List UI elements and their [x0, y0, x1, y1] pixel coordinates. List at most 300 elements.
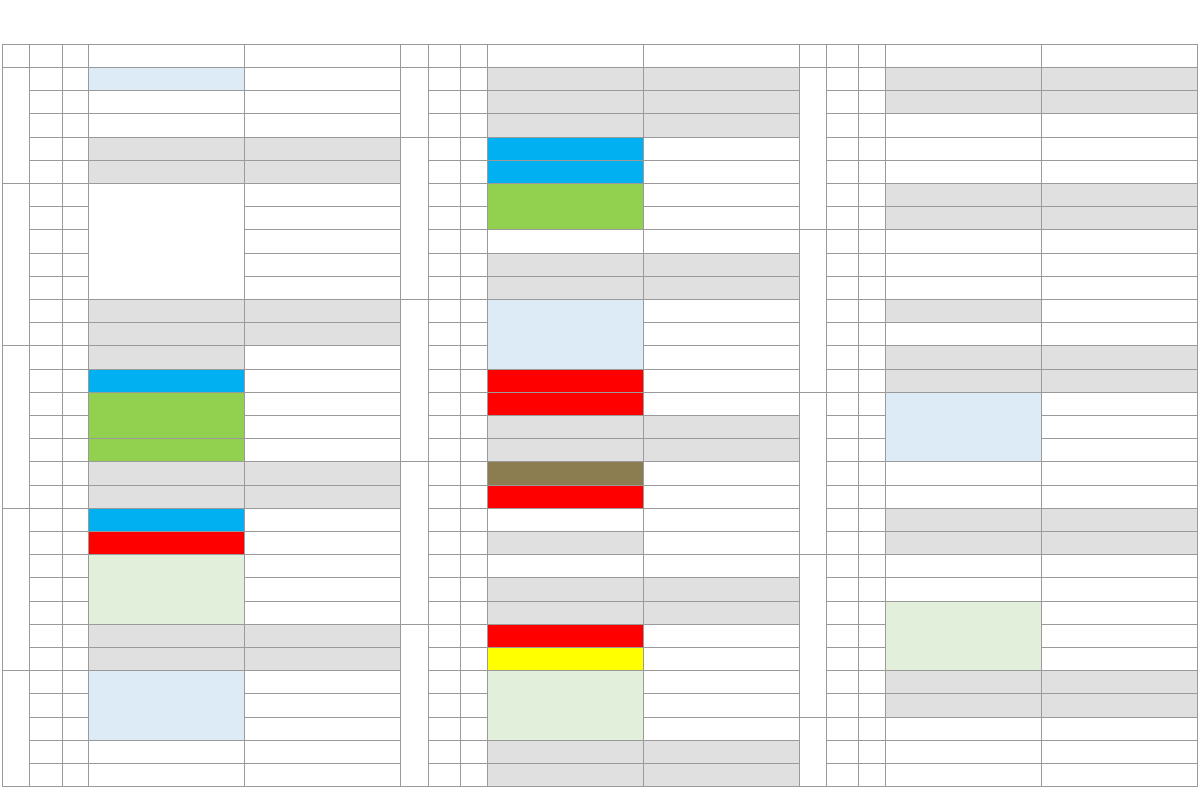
grid-line — [244, 485, 400, 486]
weekday-cell — [826, 461, 858, 484]
grid-line — [428, 415, 487, 416]
grid-line — [1041, 461, 1197, 462]
day-number-cell — [460, 624, 487, 647]
weekday-cell — [29, 253, 62, 276]
grid-line — [643, 577, 799, 578]
day-number-cell — [858, 415, 885, 438]
day-number-cell — [460, 299, 487, 322]
grid-line — [826, 601, 885, 602]
grid-line — [29, 253, 88, 254]
day-number-cell — [62, 345, 88, 368]
event-cell — [88, 670, 244, 740]
grid-line — [826, 693, 885, 694]
grid-line — [88, 740, 244, 741]
grid-line — [1041, 601, 1197, 602]
grid-line — [1041, 322, 1197, 323]
event-cell — [487, 531, 643, 554]
grid-line — [826, 461, 885, 462]
weekday-cell — [29, 508, 62, 531]
grid-line — [29, 229, 88, 230]
weekday-cell — [428, 647, 460, 670]
grid-line — [885, 44, 886, 787]
grid-line — [826, 322, 885, 323]
weekday-cell — [428, 554, 460, 577]
month-header-mai — [428, 44, 799, 67]
grid-line — [428, 485, 487, 486]
weekday-cell — [826, 67, 858, 90]
grid-line — [826, 253, 885, 254]
weekday-cell — [826, 415, 858, 438]
day-number-cell — [62, 531, 88, 554]
grid-line — [29, 647, 88, 648]
grid-line — [826, 508, 885, 509]
grid-line — [244, 229, 400, 230]
grid-line — [1041, 647, 1197, 648]
grid-line — [29, 717, 88, 718]
weekday-cell — [826, 206, 858, 229]
event-cell — [487, 160, 643, 183]
day-number-cell — [62, 577, 88, 600]
grid-line — [428, 601, 487, 602]
week-number-cell — [799, 229, 826, 391]
grid-line — [428, 647, 487, 648]
event-cell — [487, 461, 643, 484]
grid-line — [1041, 276, 1197, 277]
grid-line — [2, 508, 29, 509]
grid-line — [799, 786, 826, 787]
event-cell — [487, 670, 643, 740]
event-cell — [885, 601, 1041, 671]
weekday-cell — [29, 206, 62, 229]
weekday-cell — [428, 577, 460, 600]
grid-line — [1041, 717, 1197, 718]
grid-line — [1041, 369, 1197, 370]
grid-line — [885, 299, 1041, 300]
grid-line — [643, 44, 644, 787]
grid-line — [826, 392, 885, 393]
grid-line — [29, 670, 88, 671]
grid-line — [29, 786, 88, 787]
grid-line — [400, 786, 428, 787]
grid-line — [885, 160, 1041, 161]
day-number-cell — [858, 577, 885, 600]
day-number-cell — [460, 693, 487, 716]
grid-line — [1041, 577, 1197, 578]
grid-line — [487, 508, 643, 509]
weekday-cell — [29, 229, 62, 252]
grid-line — [826, 670, 885, 671]
weekday-cell — [826, 647, 858, 670]
grid-line — [428, 253, 487, 254]
weekday-cell — [826, 253, 858, 276]
grid-line — [1041, 554, 1197, 555]
event-cell — [487, 485, 643, 508]
grid-line — [826, 786, 885, 787]
weekday-cell — [29, 670, 62, 693]
grid-line — [428, 763, 487, 764]
grid-line — [244, 322, 400, 323]
grid-line — [858, 44, 859, 787]
event-cell — [487, 67, 643, 90]
month-header-juni — [826, 44, 1197, 67]
grid-line — [244, 253, 400, 254]
grid-line — [643, 276, 799, 277]
event-cell — [88, 345, 244, 368]
grid-line — [62, 44, 63, 787]
grid-line — [826, 438, 885, 439]
weekday-cell — [826, 670, 858, 693]
grid-line — [885, 577, 1041, 578]
grid-line — [1041, 229, 1197, 230]
grid-line — [29, 183, 88, 184]
week-number-cell — [799, 717, 826, 787]
grid-line — [400, 461, 428, 462]
weekday-cell — [29, 647, 62, 670]
grid-line — [643, 299, 799, 300]
event-cell — [487, 624, 643, 647]
grid-line — [29, 415, 88, 416]
weekday-cell — [826, 392, 858, 415]
day-number-cell — [460, 485, 487, 508]
grid-line — [826, 183, 885, 184]
event-cell — [88, 183, 244, 299]
grid-line — [643, 508, 799, 509]
grid-line — [428, 345, 487, 346]
grid-line — [643, 229, 799, 230]
grid-line — [826, 624, 885, 625]
grid-line — [643, 90, 799, 91]
day-number-cell — [858, 229, 885, 252]
day-number-cell — [62, 438, 88, 461]
weekday-cell — [29, 554, 62, 577]
grid-line — [29, 137, 88, 138]
weekday-cell — [29, 461, 62, 484]
grid-line — [88, 369, 244, 370]
grid-line — [1041, 206, 1197, 207]
event-cell — [88, 67, 244, 90]
grid-line — [826, 531, 885, 532]
day-number-cell — [62, 67, 88, 90]
grid-line — [88, 763, 244, 764]
grid-line — [400, 299, 428, 300]
grid-line — [428, 786, 487, 787]
grid-line — [885, 461, 1041, 462]
grid-line — [487, 276, 643, 277]
day-number-cell — [62, 253, 88, 276]
grid-line — [428, 137, 487, 138]
grid-line — [1197, 44, 1198, 787]
grid-line — [643, 670, 799, 671]
grid-line — [428, 44, 429, 787]
grid-line — [487, 485, 643, 486]
day-number-cell — [62, 276, 88, 299]
day-number-cell — [460, 670, 487, 693]
grid-line — [643, 601, 799, 602]
grid-line — [29, 345, 88, 346]
day-number-cell — [858, 601, 885, 624]
weekday-cell — [428, 206, 460, 229]
grid-line — [885, 531, 1041, 532]
grid-line — [428, 670, 487, 671]
grid-line — [29, 554, 88, 555]
grid-line — [2, 670, 29, 671]
grid-line — [487, 577, 643, 578]
grid-line — [643, 786, 799, 787]
event-cell — [885, 67, 1041, 90]
grid-line — [1041, 415, 1197, 416]
day-number-cell — [460, 740, 487, 763]
day-number-cell — [858, 137, 885, 160]
weekday-cell — [428, 137, 460, 160]
grid-line — [428, 369, 487, 370]
day-number-cell — [460, 601, 487, 624]
day-number-cell — [62, 647, 88, 670]
grid-line — [1041, 44, 1042, 787]
grid-line — [88, 624, 244, 625]
grid-line — [643, 438, 799, 439]
day-number-cell — [460, 229, 487, 252]
grid-line — [826, 113, 885, 114]
grid-line — [2, 67, 29, 68]
day-number-cell — [62, 322, 88, 345]
grid-line — [487, 183, 643, 184]
day-number-cell — [460, 183, 487, 206]
week-number-cell — [2, 345, 29, 507]
day-number-cell — [62, 717, 88, 740]
day-number-cell — [858, 67, 885, 90]
grid-line — [1041, 763, 1197, 764]
grid-line — [428, 206, 487, 207]
grid-line — [244, 786, 400, 787]
grid-line — [826, 740, 885, 741]
grid-line — [1041, 253, 1197, 254]
grid-line — [1041, 345, 1197, 346]
grid-line — [29, 206, 88, 207]
grid-line — [826, 137, 885, 138]
day-number-cell — [460, 531, 487, 554]
day-number-cell — [858, 392, 885, 415]
day-number-cell — [62, 183, 88, 206]
event-cell — [88, 531, 244, 554]
event-cell — [885, 392, 1041, 462]
weekday-cell — [29, 693, 62, 716]
grid-line — [244, 647, 400, 648]
grid-line — [88, 345, 244, 346]
grid-line — [885, 322, 1041, 323]
grid-line — [885, 508, 1041, 509]
weekday-cell — [428, 229, 460, 252]
grid-line — [487, 160, 643, 161]
day-number-cell — [858, 253, 885, 276]
weekday-cell — [428, 508, 460, 531]
weekday-cell — [826, 229, 858, 252]
grid-line — [400, 624, 428, 625]
grid-line — [826, 415, 885, 416]
day-number-cell — [62, 299, 88, 322]
day-number-cell — [858, 183, 885, 206]
grid-line — [244, 345, 400, 346]
day-number-cell — [858, 276, 885, 299]
weekday-cell — [29, 438, 62, 461]
event-cell — [487, 763, 643, 786]
grid-line — [643, 137, 799, 138]
day-number-cell — [858, 485, 885, 508]
grid-line — [1041, 137, 1197, 138]
weekday-cell — [428, 531, 460, 554]
day-number-cell — [858, 670, 885, 693]
weekday-cell — [826, 160, 858, 183]
weekday-cell — [428, 717, 460, 740]
grid-line — [244, 763, 400, 764]
day-number-cell — [460, 322, 487, 345]
grid-line — [643, 345, 799, 346]
weekday-cell — [826, 113, 858, 136]
grid-line — [29, 508, 88, 509]
grid-line — [29, 113, 88, 114]
week-number-cell — [2, 670, 29, 786]
day-number-cell — [62, 601, 88, 624]
weekday-cell — [428, 763, 460, 786]
grid-line — [487, 763, 643, 764]
grid-line — [428, 461, 487, 462]
grid-line — [88, 299, 244, 300]
grid-line — [29, 369, 88, 370]
grid-line — [244, 693, 400, 694]
grid-line — [643, 624, 799, 625]
grid-line — [1041, 392, 1197, 393]
day-number-cell — [62, 624, 88, 647]
grid-line — [428, 276, 487, 277]
day-number-cell — [460, 113, 487, 136]
grid-line — [643, 554, 799, 555]
grid-line — [799, 229, 826, 230]
grid-line — [428, 113, 487, 114]
grid-line — [826, 485, 885, 486]
day-number-cell — [62, 229, 88, 252]
grid-line — [244, 461, 400, 462]
day-number-cell — [460, 415, 487, 438]
grid-line — [1041, 693, 1197, 694]
grid-line — [244, 717, 400, 718]
grid-line — [428, 624, 487, 625]
grid-line — [885, 345, 1041, 346]
week-number-cell — [799, 392, 826, 554]
weekday-cell — [428, 438, 460, 461]
day-number-cell — [460, 438, 487, 461]
grid-line — [826, 90, 885, 91]
grid-line — [487, 392, 643, 393]
grid-line — [88, 137, 244, 138]
day-number-cell — [460, 345, 487, 368]
day-number-cell — [62, 508, 88, 531]
day-number-cell — [62, 415, 88, 438]
grid-line — [244, 137, 400, 138]
day-number-cell — [62, 160, 88, 183]
grid-line — [244, 206, 400, 207]
grid-line — [1041, 670, 1197, 671]
weekday-cell — [826, 438, 858, 461]
weekday-cell — [29, 137, 62, 160]
day-number-cell — [460, 508, 487, 531]
event-cell — [487, 299, 643, 369]
grid-line — [29, 392, 88, 393]
grid-line — [1041, 160, 1197, 161]
grid-line — [487, 369, 643, 370]
weekday-cell — [826, 90, 858, 113]
weekday-cell — [428, 670, 460, 693]
grid-line — [428, 577, 487, 578]
grid-line — [244, 90, 400, 91]
grid-line — [826, 229, 885, 230]
grid-line — [1041, 740, 1197, 741]
weekday-cell — [826, 183, 858, 206]
grid-line — [88, 113, 244, 114]
day-number-cell — [62, 485, 88, 508]
weekday-cell — [29, 392, 62, 415]
weekday-cell — [428, 253, 460, 276]
grid-line — [29, 693, 88, 694]
weekday-cell — [29, 345, 62, 368]
week-number-cell — [799, 67, 826, 229]
event-cell — [88, 322, 244, 345]
grid-line — [244, 369, 400, 370]
grid-line — [88, 44, 89, 787]
grid-line — [487, 229, 643, 230]
grid-line — [29, 44, 30, 787]
weekday-cell — [428, 415, 460, 438]
weekday-cell — [29, 369, 62, 392]
grid-line — [88, 322, 244, 323]
day-number-cell — [460, 160, 487, 183]
day-number-cell — [858, 345, 885, 368]
day-number-cell — [62, 369, 88, 392]
grid-line — [643, 485, 799, 486]
weekday-cell — [29, 160, 62, 183]
day-number-cell — [460, 90, 487, 113]
grid-line — [244, 415, 400, 416]
weekday-cell — [29, 415, 62, 438]
day-number-cell — [62, 670, 88, 693]
weekday-cell — [826, 485, 858, 508]
grid-line — [244, 299, 400, 300]
grid-line — [29, 763, 88, 764]
weekday-cell — [29, 67, 62, 90]
grid-line — [826, 554, 885, 555]
grid-line — [487, 624, 643, 625]
weekday-cell — [29, 577, 62, 600]
grid-line — [885, 113, 1041, 114]
grid-line — [88, 786, 244, 787]
grid-line — [1041, 786, 1197, 787]
grid-line — [826, 369, 885, 370]
grid-line — [643, 392, 799, 393]
grid-line — [487, 786, 643, 787]
day-number-cell — [460, 461, 487, 484]
grid-line — [428, 322, 487, 323]
weekday-cell — [29, 485, 62, 508]
weekday-cell — [826, 369, 858, 392]
day-number-cell — [858, 554, 885, 577]
day-number-cell — [460, 276, 487, 299]
grid-line — [1041, 624, 1197, 625]
grid-line — [428, 160, 487, 161]
grid-line — [400, 44, 401, 787]
event-cell — [88, 438, 244, 461]
day-number-cell — [460, 369, 487, 392]
grid-line — [826, 345, 885, 346]
grid-line — [29, 531, 88, 532]
week-number-cell — [400, 461, 428, 623]
